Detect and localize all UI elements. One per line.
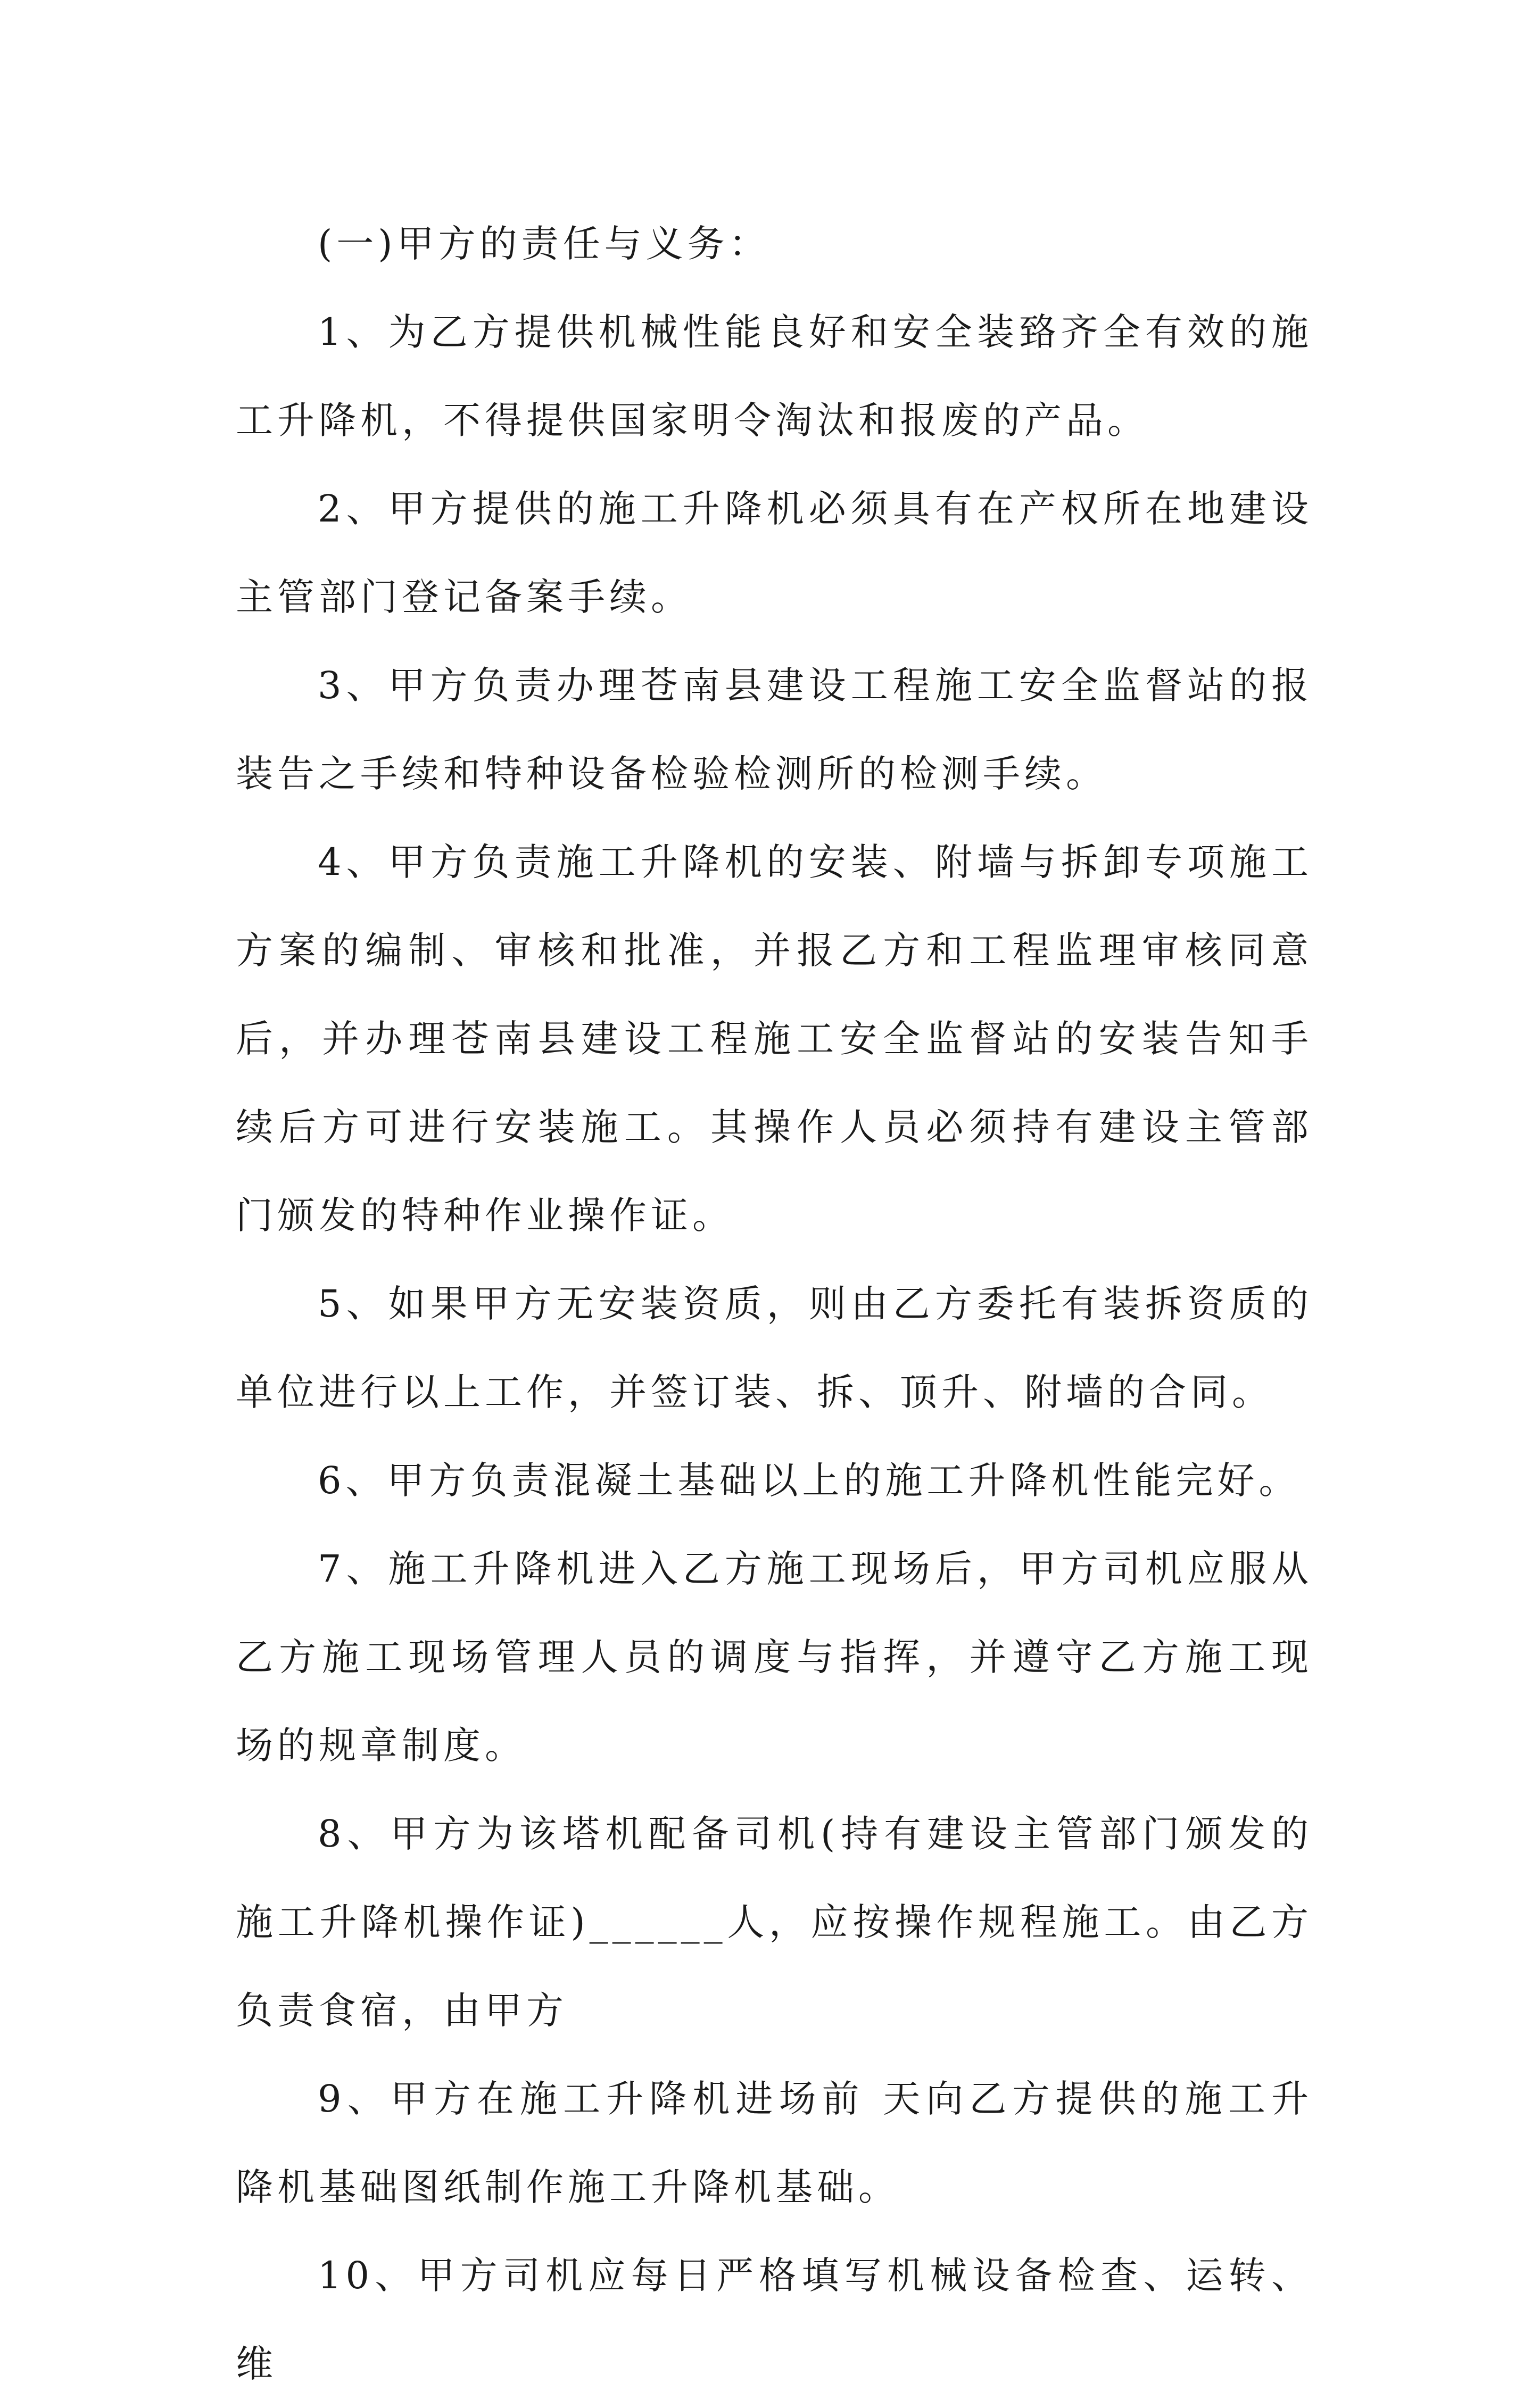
clause-6: 6、甲方负责混凝土基础以上的施工升降机性能完好。	[318, 1459, 1301, 1502]
section-heading: (一)甲方的责任与义务：	[318, 222, 771, 266]
document-body	[236, 200, 1313, 2408]
clause-7: 7、施工升降机进入乙方施工现场后，甲方司机应服从乙方施工现场管理人员的调度与指挥，并遵守乙方施工现场的规章制度。	[236, 1547, 1313, 1767]
clause-9: 9、甲方在施工升降机进场前 天向乙方提供的施工升降机基础图纸制作施工升降机基础。	[236, 2077, 1313, 2209]
clause-5: 5、如果甲方无安装资质，则由乙方委托有装拆资质的单位进行以上工作，并签订装、拆、顶升、附墙的合同。	[236, 1282, 1313, 1414]
clause-1: 1、为乙方提供机械性能良好和安全装臵齐全有效的施工升降机，不得提供国家明令淘汰和报废的产品。	[236, 310, 1313, 442]
clause-8: 8、甲方为该塔机配备司机(持有建设主管部门颁发的施工升降机操作证)______人，应按操作规程施工。由乙方负责食宿，由甲方	[236, 1812, 1313, 2032]
clause-4: 4、甲方负责施工升降机的安装、附墙与拆卸专项施工方案的编制、审核和批准，并报乙方和工程监理审核同意后，并办理苍南县建设工程施工安全监督站的安装告知手续后方可进行安装施工。其操作人员必须持有建设主管部门颁发的特种作业操作证。	[236, 840, 1313, 1237]
clause-10: 10、甲方司机应每日严格填写机械设备检查、运转、维	[236, 2254, 1313, 2386]
clause-3: 3、甲方负责办理苍南县建设工程施工安全监督站的报装告之手续和特种设备检验检测所的检测手续。	[236, 664, 1313, 796]
clause-2: 2、甲方提供的施工升降机必须具有在产权所在地建设主管部门登记备案手续。	[236, 487, 1313, 619]
